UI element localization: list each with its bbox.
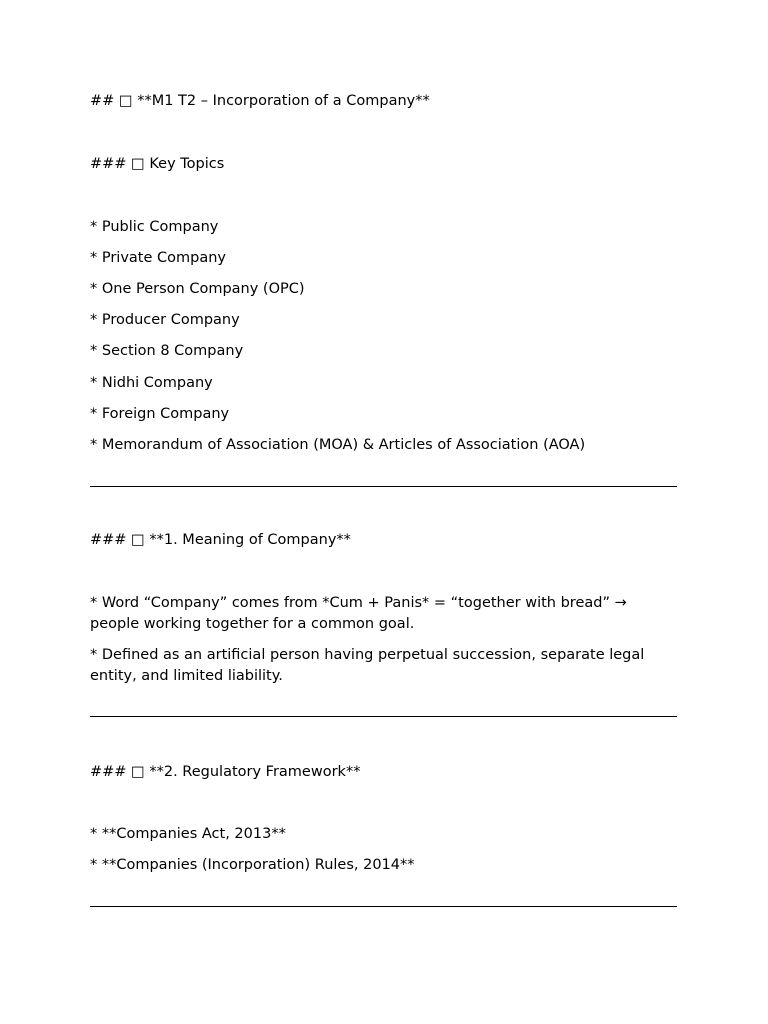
key-topic-item: * Public Company bbox=[90, 219, 219, 235]
key-topics-heading: ### □ Key Topics bbox=[90, 156, 225, 172]
horizontal-rule bbox=[90, 716, 677, 717]
key-topic-item: * Nidhi Company bbox=[90, 375, 213, 391]
key-topic-item: * Producer Company bbox=[90, 312, 240, 328]
key-topic-item: * One Person Company (OPC) bbox=[90, 281, 305, 297]
section2-item: * **Companies Act, 2013** bbox=[90, 826, 286, 842]
key-topic-item: * Section 8 Company bbox=[90, 343, 244, 359]
key-topic-item: * Foreign Company bbox=[90, 406, 230, 422]
document-page bbox=[90, 0, 678, 1024]
key-topic-item: * Memorandum of Association (MOA) & Articles of Association (AOA) bbox=[90, 437, 586, 453]
section1-heading: ### □ **1. Meaning of Company** bbox=[90, 532, 351, 548]
section1-item: * Word “Company” comes from *Cum + Panis* = “together with bread” → people working together for a common goal. bbox=[90, 595, 627, 632]
section2-heading: ### □ **2. Regulatory Framework** bbox=[90, 764, 361, 780]
document-title: ## □ **M1 T2 – Incorporation of a Company** bbox=[90, 93, 430, 109]
horizontal-rule bbox=[90, 906, 677, 907]
section1-item: * Defined as an artificial person having perpetual succession, separate legal entity, and limited liability. bbox=[90, 647, 645, 684]
key-topic-item: * Private Company bbox=[90, 250, 227, 266]
section2-item: * **Companies (Incorporation) Rules, 2014** bbox=[90, 857, 415, 873]
horizontal-rule bbox=[90, 486, 677, 487]
